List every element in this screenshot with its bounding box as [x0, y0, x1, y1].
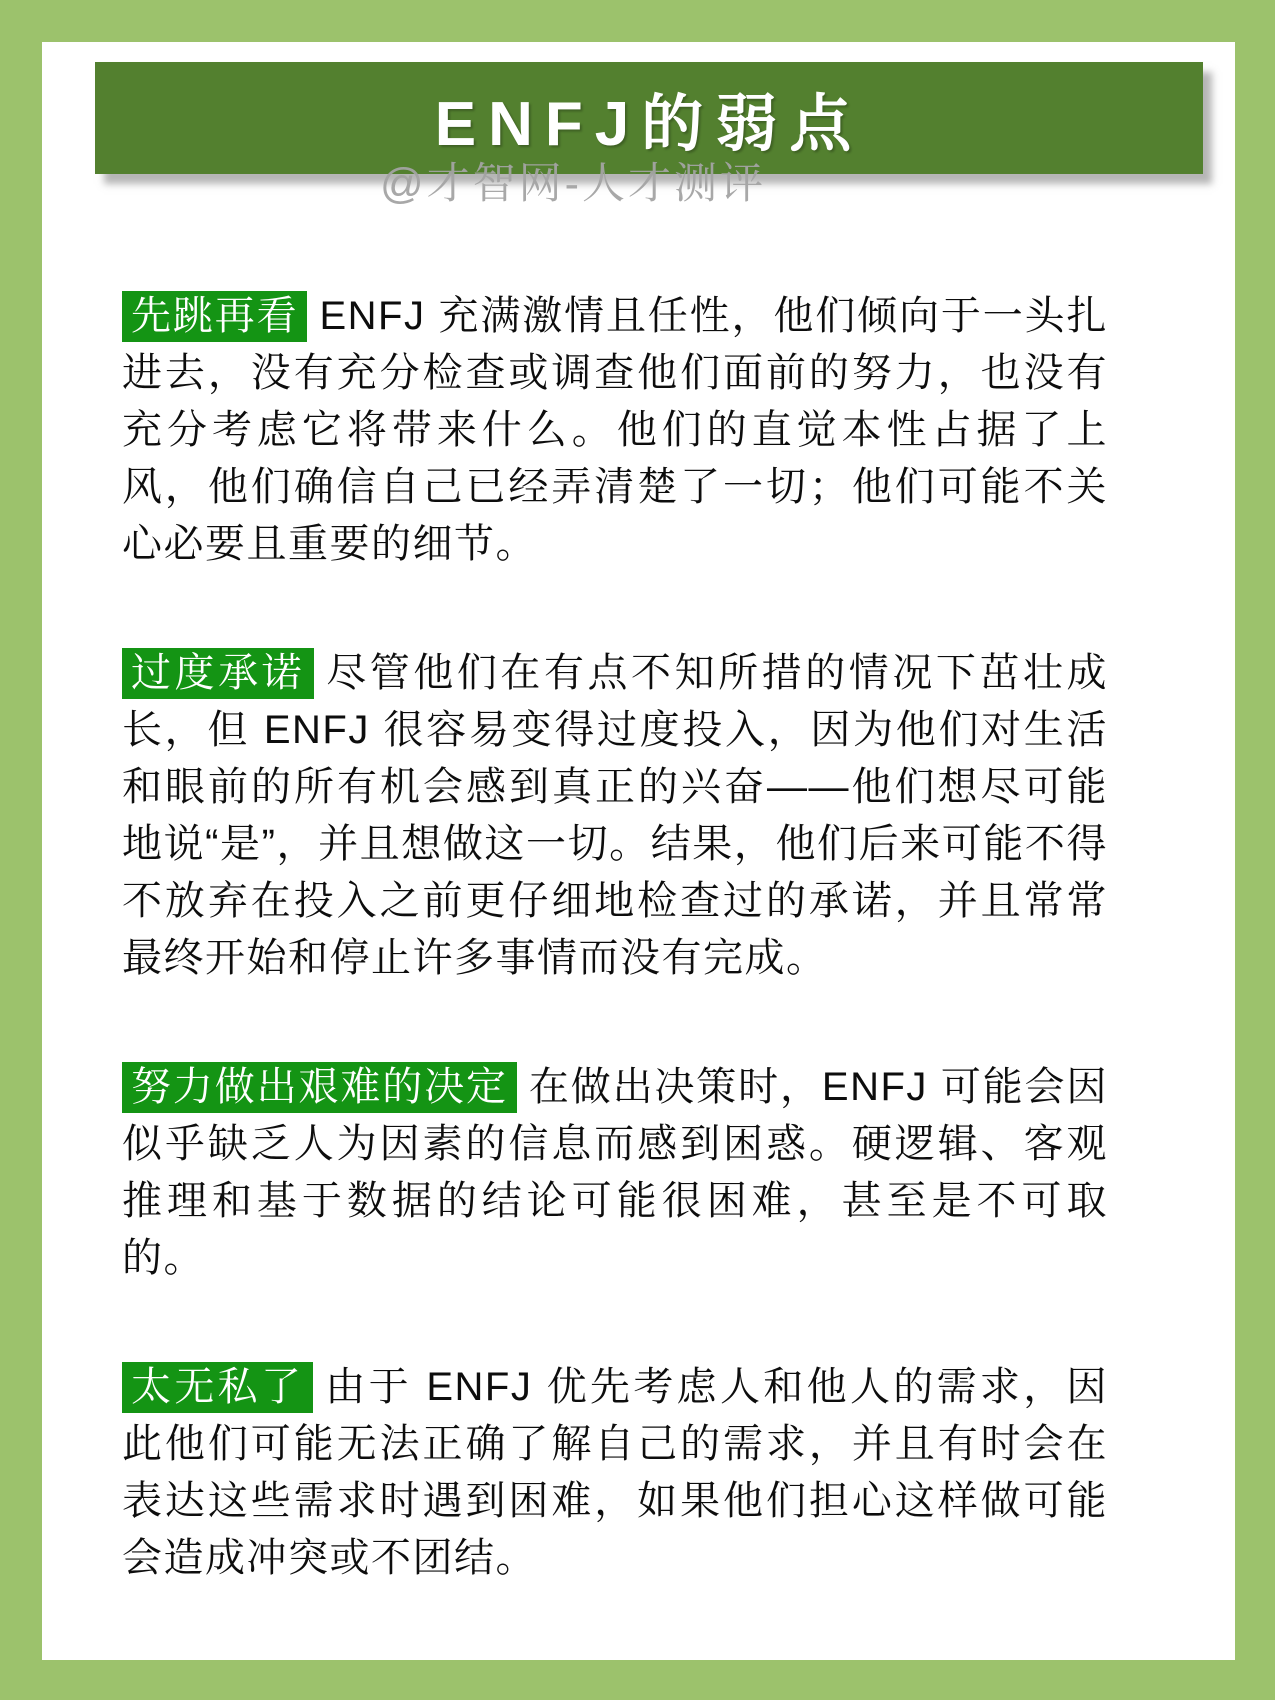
section-too-selfless: [122, 1359, 1108, 1587]
section-label-highlight: 努力做出艰难的决定: [122, 1062, 517, 1113]
article-body: [122, 288, 1108, 1587]
section-text: 在做出决策时，ENFJ 可能会因似乎缺乏人为因素的信息而感到困惑。硬逻辑、客观推理和基于数据的结论可能很困难，甚至是不可取的。: [122, 1065, 1108, 1280]
watermark-text: @才智网-人才测评: [380, 160, 766, 208]
section-text: 尽管他们在有点不知所措的情况下茁壮成长，但 ENFJ 很容易变得过度投入，因为他们对生活和眼前的所有机会感到真正的兴奋——他们想尽可能地说“是”，并且想做这一切。结果，他们后来可能不得不放弃在投入之前更仔细地检查过的承诺，并且常常最终开始和停止许多事情而没有完成。: [122, 651, 1109, 980]
section-overcommitment: [122, 645, 1108, 987]
section-leap-before-look: [122, 288, 1108, 573]
section-tough-decisions: [122, 1059, 1108, 1287]
section-label-highlight: 过度承诺: [122, 648, 314, 699]
section-text: 由于 ENFJ 优先考虑人和他人的需求，因此他们可能无法正确了解自己的需求，并且有时会在表达这些需求时遇到困难，如果他们担心这样做可能会造成冲突或不团结。: [122, 1365, 1109, 1580]
section-text: ENFJ 充满激情且任性，他们倾向于一头扎进去，没有充分检查或调查他们面前的努力，也没有充分考虑它将带来什么。他们的直觉本性占据了上风，他们确信自己已经弄清楚了一切；他们可能不关心必要且重要的细节。: [122, 294, 1108, 566]
section-label-highlight: 先跳再看: [122, 291, 307, 342]
page-title: ENFJ的弱点: [434, 89, 864, 159]
section-label-highlight: 太无私了: [122, 1362, 313, 1413]
